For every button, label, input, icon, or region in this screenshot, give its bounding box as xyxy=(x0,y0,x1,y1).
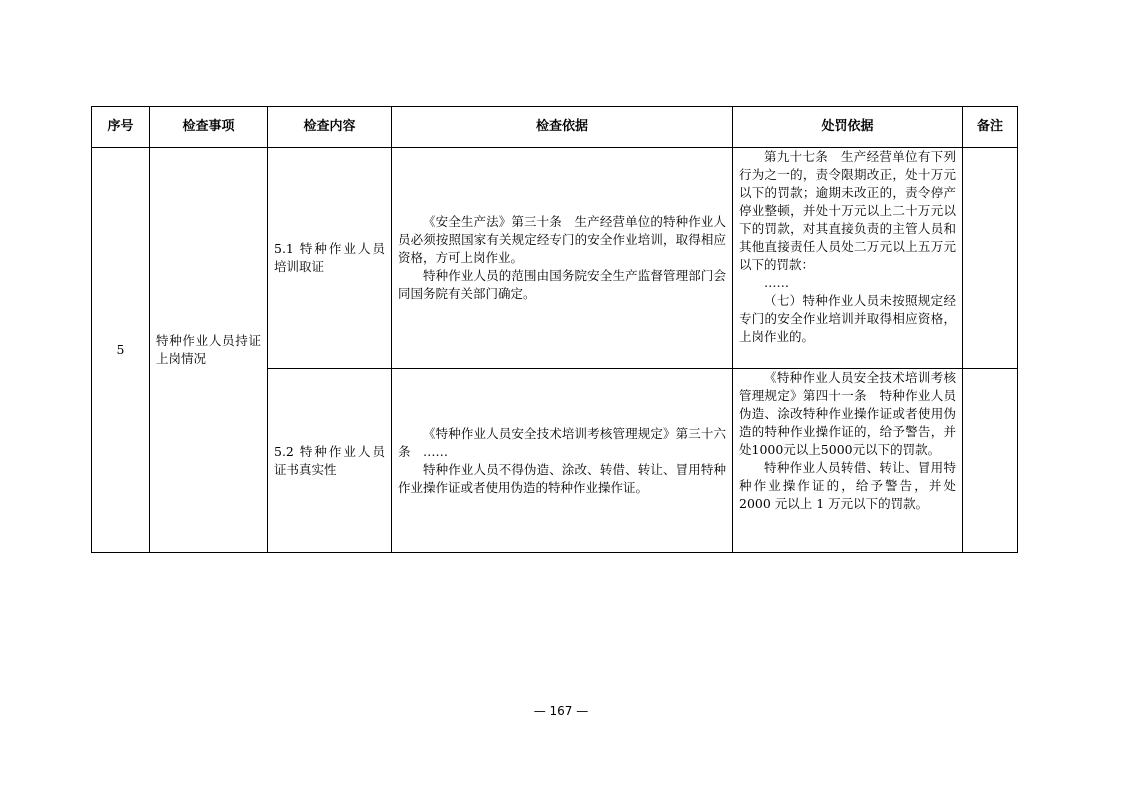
penalty-paragraph: 第九十七条 生产经营单位有下列行为之一的，责令限期改正，处十万元以下的罚款；逾期未改正的，责令停产停业整顿，并处十万元以上二十万元以下的罚款，对其直接负责的主管人员和其他直接责任人员处二万元以上五万元以下的罚款： xyxy=(739,149,956,272)
basis-paragraph: 《安全生产法》第三十条 生产经营单位的特种作业人员必须按照国家有关规定经专门的安全作业培训，取得相应资格，方可上岗作业。 xyxy=(398,214,726,265)
penalty-paragraph: 特种作业人员转借、转让、冒用特种作业操作证的，给予警告，并处 2000 元以上 1 万元以下的罚款。 xyxy=(739,460,956,511)
remark-cell xyxy=(963,148,1018,369)
header-no: 序号 xyxy=(92,107,150,148)
penalty-paragraph: （七）特种作业人员未按照规定经专门的安全作业培训并取得相应资格，上岗作业的。 xyxy=(739,293,956,344)
table-row xyxy=(92,148,1018,369)
inspection-content: 5.1 特种作业人员培训取证 xyxy=(268,148,392,369)
inspection-table xyxy=(91,106,1018,553)
page-number: — 167 — xyxy=(533,704,589,718)
header-item: 检查事项 xyxy=(150,107,268,148)
header-remark: 备注 xyxy=(963,107,1018,148)
header-penalty: 处罚依据 xyxy=(733,107,963,148)
header-content: 检查内容 xyxy=(268,107,392,148)
penalty-ellipsis: …… xyxy=(764,275,789,290)
inspection-content: 5.2 特种作业人员证书真实性 xyxy=(268,369,392,553)
inspection-basis xyxy=(392,369,733,553)
inspection-basis xyxy=(392,148,733,369)
header-basis: 检查依据 xyxy=(392,107,733,148)
row-number: 5 xyxy=(92,148,150,553)
inspection-item: 特种作业人员持证上岗情况 xyxy=(150,148,268,553)
remark-cell xyxy=(963,369,1018,553)
penalty-basis xyxy=(733,148,963,369)
basis-paragraph: 特种作业人员不得伪造、涂改、转借、转让、冒用特种作业操作证或者使用伪造的特种作业操作证。 xyxy=(398,461,726,495)
penalty-paragraph: 《特种作业人员安全技术培训考核管理规定》第四十一条 特种作业人员伪造、涂改特种作业操作证或者使用伪造的特种作业操作证的，给予警告，并处1000元以上5000元以下的罚款。 xyxy=(739,370,956,457)
basis-paragraph: 特种作业人员的范围由国务院安全生产监督管理部门会同国务院有关部门确定。 xyxy=(398,268,726,301)
basis-paragraph: 《特种作业人员安全技术培训考核管理规定》第三十六条 …… xyxy=(398,425,726,459)
penalty-basis xyxy=(733,369,963,553)
header-row xyxy=(92,107,1018,148)
